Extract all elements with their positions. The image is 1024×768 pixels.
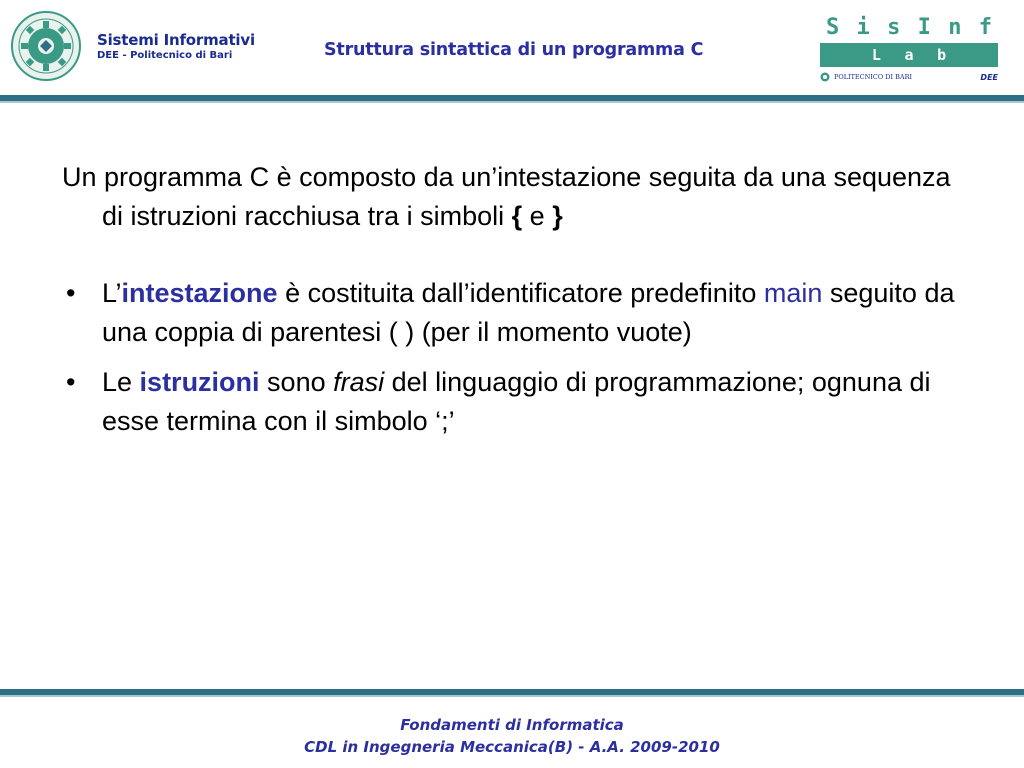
lab-bar (820, 43, 998, 67)
bullet-post: del linguaggio di programmazione; ognuna di esse termina con il simbolo ‘;’ (102, 367, 931, 436)
open-brace: { (511, 201, 523, 231)
keyword-main: main (763, 278, 823, 308)
sisinf-letter: I (917, 14, 931, 40)
bullet-marker: • (66, 278, 76, 308)
footer-program: CDL in Ingegneria Meccanica(B) - A.A. 2009-2010 (304, 738, 720, 756)
sisinf-letter: S (826, 14, 840, 40)
bullet-item-istruzioni (62, 363, 962, 441)
footer-rule (0, 689, 1024, 695)
lab-letter: L (871, 46, 881, 64)
org-block (97, 32, 255, 62)
slide-title: Struttura sintattica di un programma C (324, 40, 704, 60)
bullet-list (62, 274, 962, 441)
footer (0, 714, 1024, 758)
intro-between: e (522, 201, 553, 231)
bullet-pre: Le (102, 367, 140, 397)
sisinf-letter: i (856, 14, 870, 40)
intro-text: Un programma C è composto da un’intestazione seguita da una sequenza di istruzioni racchiusa tra i simboli (62, 162, 951, 231)
header-rule (0, 95, 1024, 101)
university-seal-logo (10, 10, 82, 82)
italic-frasi: frasi (333, 367, 385, 397)
sisinf-letter: s (887, 14, 901, 40)
footer-course: Fondamenti di Informatica (400, 716, 624, 734)
bullet-post: seguito da una coppia di parentesi ( ) (per il momento vuote) (102, 278, 955, 347)
poli-mark (820, 72, 912, 82)
bullet-mid: è costituita dall’identificatore predefinito (277, 278, 764, 308)
sisinf-letter: f (978, 14, 992, 40)
dee-text: DEE (980, 72, 998, 82)
poli-seal-icon (820, 72, 830, 82)
keyword-istruzioni: istruzioni (139, 367, 260, 397)
intro-paragraph (62, 158, 962, 236)
sisinf-letters (820, 14, 998, 40)
bullet-pre: L’ (102, 278, 122, 308)
bullet-item-intestazione (62, 274, 962, 352)
slide-content (62, 158, 962, 452)
keyword-intestazione: intestazione (121, 278, 278, 308)
lab-letter: b (937, 46, 947, 64)
poli-text: POLITECNICO DI BARI (834, 73, 913, 81)
lab-letter: a (904, 46, 914, 64)
sisinf-letter: n (948, 14, 962, 40)
close-brace: } (552, 201, 563, 231)
logo-subline (820, 70, 998, 84)
org-name: Sistemi Informativi (97, 31, 255, 49)
org-subtitle: DEE - Politecnico di Bari (97, 50, 233, 61)
bullet-marker: • (66, 367, 76, 397)
sisinf-lab-logo (820, 14, 998, 84)
bullet-mid: sono (259, 367, 334, 397)
